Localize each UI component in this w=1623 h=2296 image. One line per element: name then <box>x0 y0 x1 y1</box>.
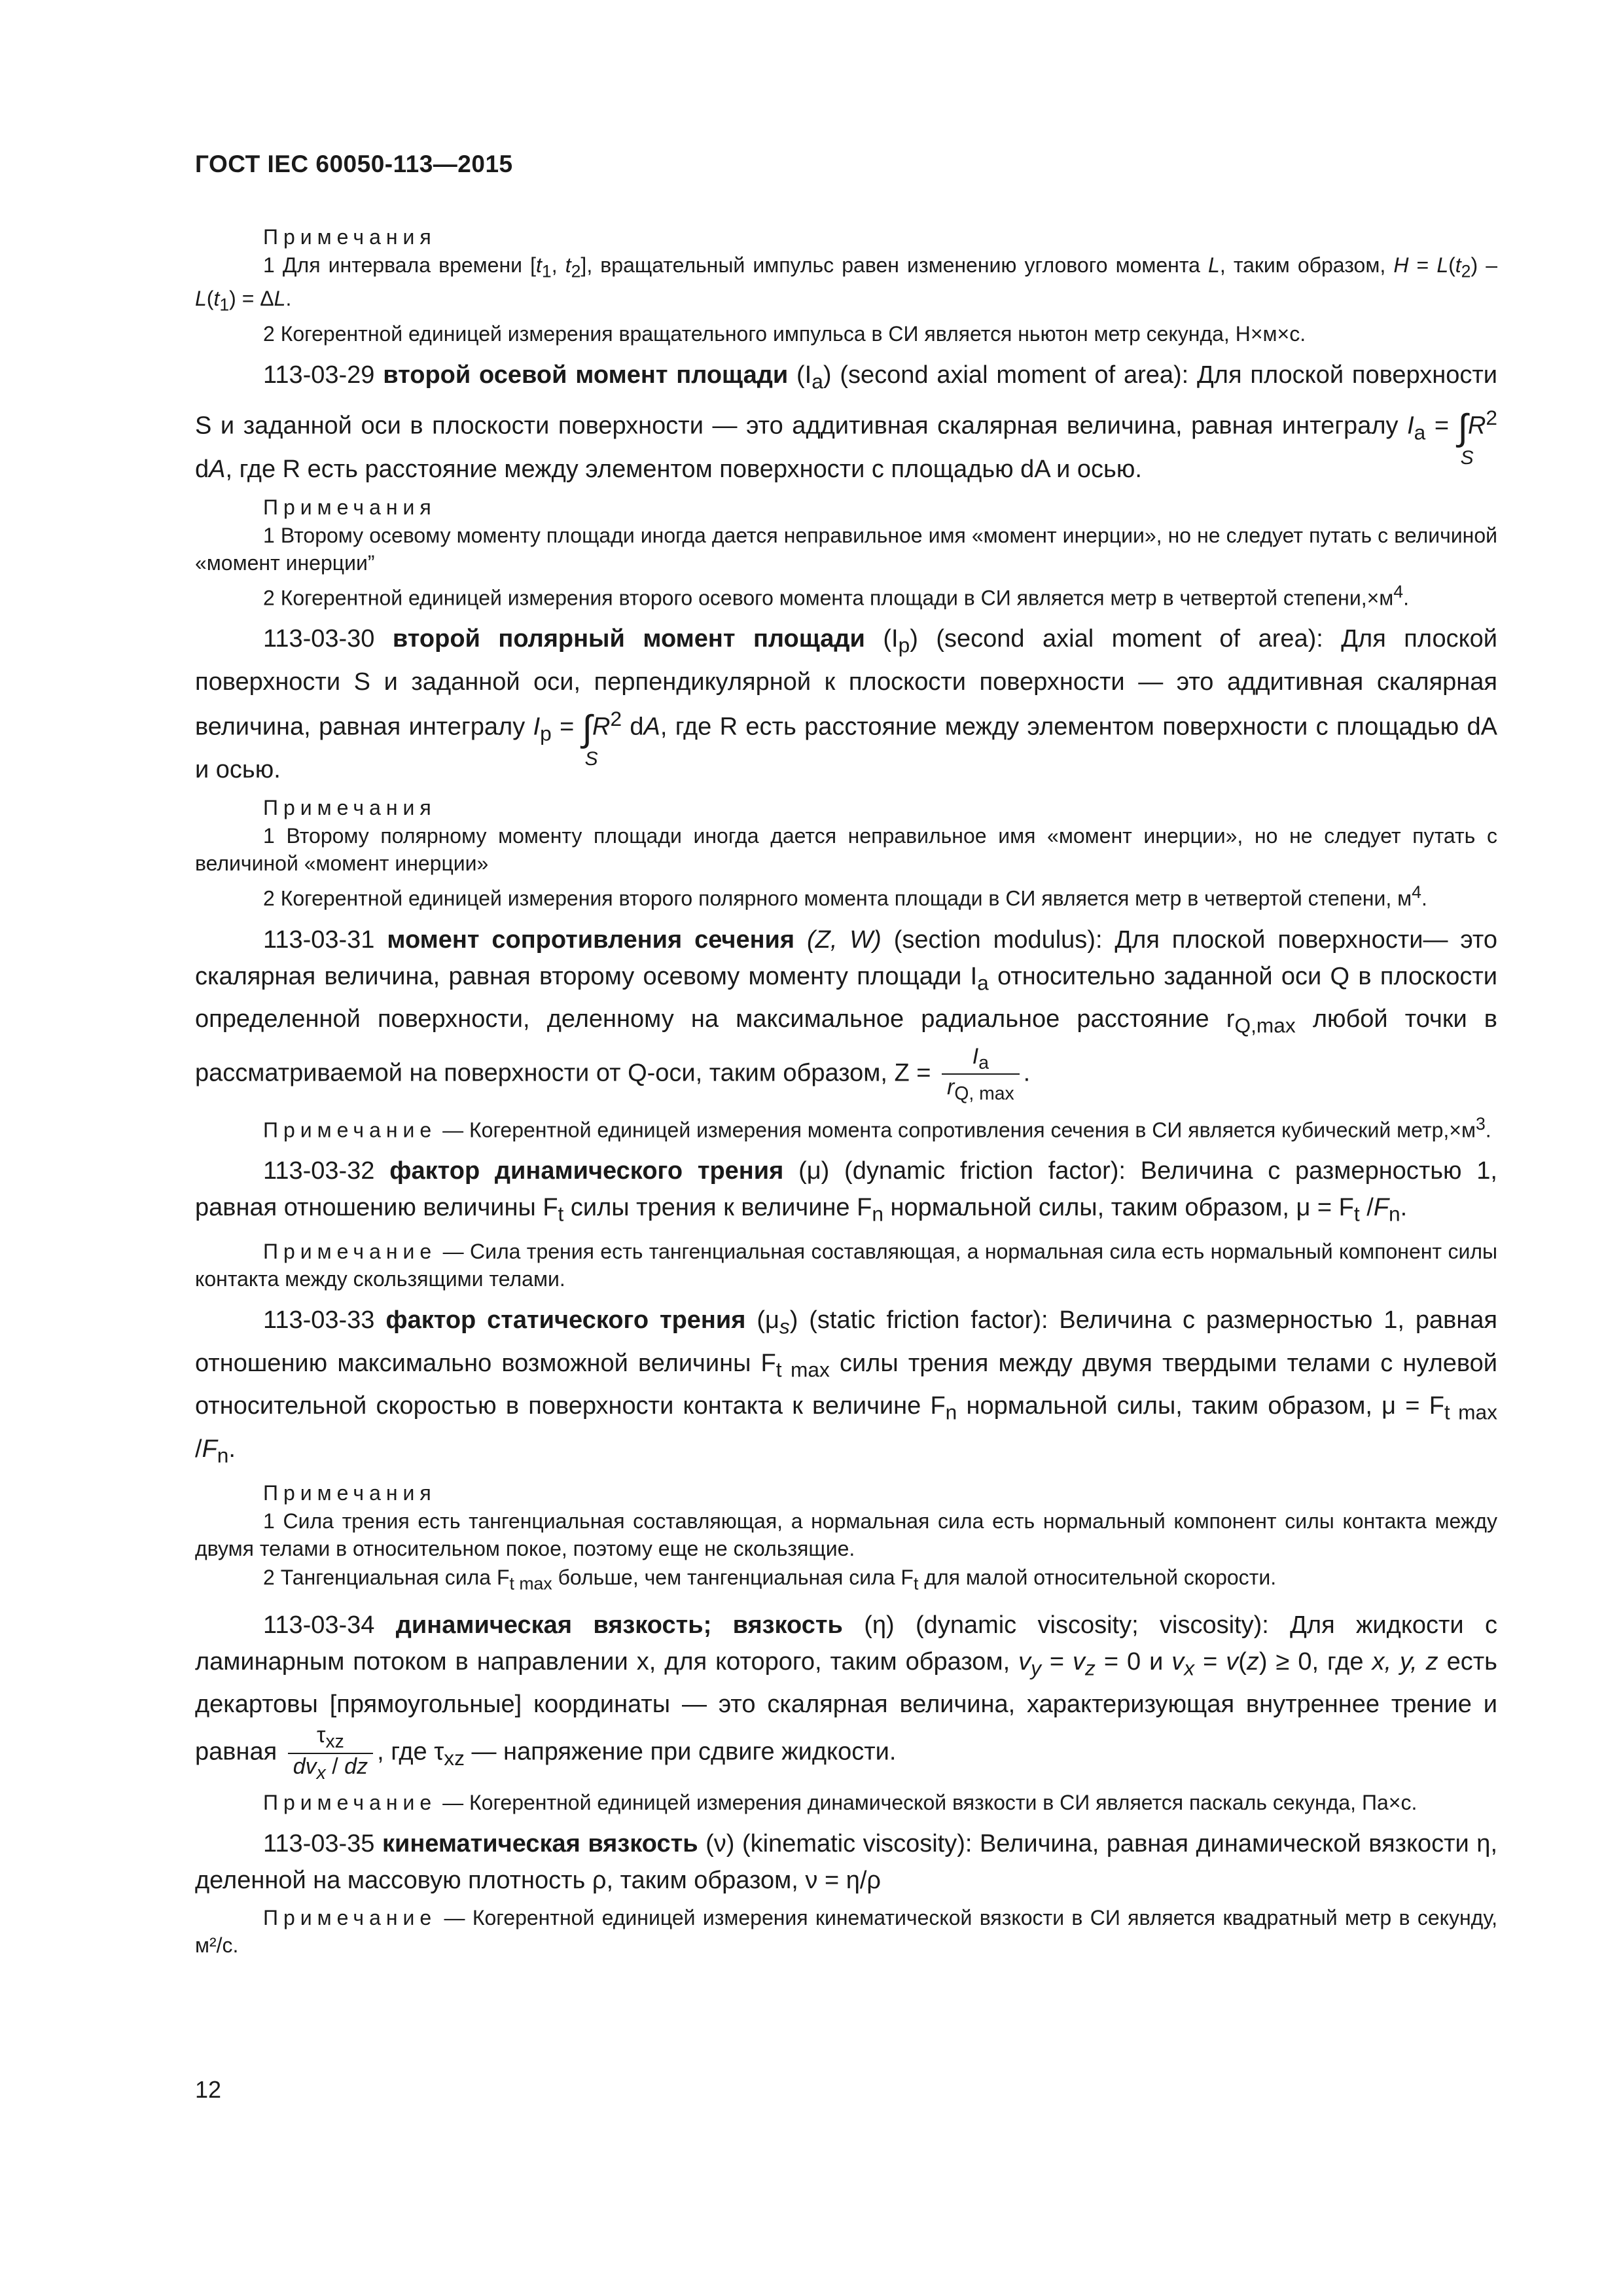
note: Примечание — Когерентной единицей измерения кинематической вязкости в СИ является квадратный метр в секунду, м²/с. <box>195 1906 1497 1958</box>
term-entry-113-03-35: 113-03-35 кинематическая вязкость (ν) (kinematic viscosity): Величина, равная динамической вязкости η, деленной на массовую плотность ρ, таким образом, ν = η/ρ <box>195 1830 1498 1895</box>
note: 2 Когерентной единицей измерения второго осевого момента площади в СИ является метр в четвертой $степени,\times м^4$. <box>263 581 1409 610</box>
page-number: 12 <box>195 2076 222 2103</box>
term-title: второй осевой момент площади <box>383 361 789 389</box>
notes-heading: Примечания <box>263 495 437 519</box>
term-title: фактор статического трения <box>385 1306 746 1334</box>
document-header: ГОСТ IEC 60050-113—2015 <box>195 151 513 177</box>
note: 1 Для интервала времени [$t_1$, $t_2$], вращательный импульс равен изменению углового момента L, таким образом, $H = L(t_2) - L(t_1) = \Delta L$. <box>195 253 1498 315</box>
term-entry-113-03-31: 113-03-31 момент сопротивления сечения (Z, W) (section modulus): Для плоской поверхности— это скалярная величина, равная второму осевому моменту площади $I_a$ относительно заданной оси Q в плоскости определенной поверхности, деленному на максимальное радиальное расстояние $r_{Q,max}$ любой точки в рассматриваемой на поверхности от Q-оси, таким образом, Z = $\frac{I_a}{r_{Q, max}}$ . <box>195 925 1498 1105</box>
fraction-formula: $\frac{\tau_{xz}}{dv_x / dz}$ <box>288 1723 373 1784</box>
notes-heading: Примечания <box>263 1481 437 1505</box>
notes-heading: Примечания <box>263 225 437 249</box>
note: Примечание — Когерентной единицей измерения динамической вязкости в СИ является паскаль секунда, Па×с. <box>263 1791 1418 1815</box>
term-title: кинематическая вязкость <box>382 1830 698 1858</box>
term-entry-113-03-30: 113-03-30 второй полярный момент площади $(I_p)$ (second axial moment of area): Для плоской поверхности S и заданной оси, перпендикулярной к плоскости поверхности — это аддитивная скалярная величина, равная интегралу $I_p$ = ∫ S $R^2$ dA, где R есть расстояние между элементом поверхности с площадью dA и осью. <box>195 625 1497 784</box>
note: 2 Когерентной единицей измерения вращательного импульса в СИ является ньютон метр секунда, Н×м×с. <box>263 321 1306 346</box>
term-title: фактор динамического трения <box>389 1157 784 1185</box>
note: 1 Сила трения есть тангенциальная составляющая, а нормальная сила есть нормальный компонент силы контакта между двумя телами в относительном покое, поэтому еще не скользящие. <box>195 1509 1497 1561</box>
term-title: второй полярный момент площади <box>392 625 865 653</box>
note: Примечание — Сила трения есть тангенциальная составляющая, а нормальная сила есть нормальный компонент силы контакта между скользящими телами. <box>195 1239 1497 1291</box>
notes-heading: Примечания <box>263 796 437 820</box>
note: 2 Когерентной единицей измерения второго полярного момента площади в СИ является метр в четвертой степени, $м^4$. <box>263 882 1427 910</box>
term-entry-113-03-34: 113-03-34 динамическая вязкость; вязкость (η) (dynamic viscosity; viscosity): Для жидкости с ламинарным потоком в направлении x, для которого, таким образом, $v_y = v_z = 0$ и $v_x = v(z) \ge 0$, где x, y, z есть декартовы [прямоугольные] координаты — это скалярная величина, характеризующая внутреннее трение и равная $\frac{\tau_{xz}}{dv_x / dz}$ , где $\tau_{xz}$ — напряжение при сдвиге жидкости. <box>195 1611 1497 1784</box>
note: 2 Тангенциальная сила $F_{t max}$ больше, чем тангенциальная сила $F_t$ для малой относительной скорости. <box>263 1566 1277 1594</box>
integral-formula: ∫ S <box>1457 406 1474 469</box>
term-title: момент сопротивления сечения <box>387 925 795 954</box>
integral-formula: ∫ S <box>582 707 598 770</box>
document-body <box>195 223 1497 1960</box>
note: 1 Второму полярному моменту площади иногда дается неправильное имя «момент инерции», но не следует путать с величиной «момент инерции» <box>195 824 1497 876</box>
term-entry-113-03-29: 113-03-29 второй осевой момент площади $(I_a)$ (second axial moment of area): Для плоской поверхности S и заданной оси в плоскости поверхности — это аддитивная скалярная величина, равная интегралу $I_a$ = ∫ S $R^2$ dA, где R есть расстояние между элементом поверхности с площадью dA и осью. <box>195 361 1497 483</box>
term-entry-113-03-33: 113-03-33 фактор статического трения $(\mu_s)$ (static friction factor): Величина с размерностью 1, равная отношению максимально возможной величины $F_{t max}$ силы трения между двумя твердыми телами с нулевой относительной скоростью в поверхности контакта к величине $F_n$ нормальной силы, таким образом, $\mu = F_{t max}$ $/F_n$. <box>195 1306 1498 1467</box>
fraction-formula: $\frac{I_a}{r_{Q, max}}$ <box>942 1044 1020 1105</box>
note: Примечание — Когерентной единицей измерения момента сопротивления сечения в СИ является кубический $метр,\times м^3$. <box>263 1113 1491 1142</box>
note: 1 Второму осевому моменту площади иногда дается неправильное имя «момент инерции», но не следует путать с величиной «момент инерции” <box>195 523 1497 575</box>
term-title: динамическая вязкость; вязкость <box>395 1611 843 1639</box>
term-entry-113-03-32: 113-03-32 фактор динамического трения (μ) (dynamic friction factor): Величина с размерностью 1, равная отношению величины $F_t$ силы трения к величине $F_n$ нормальной силы, таким образом, $\mu = F_t$ $/F_n$. <box>195 1157 1497 1226</box>
